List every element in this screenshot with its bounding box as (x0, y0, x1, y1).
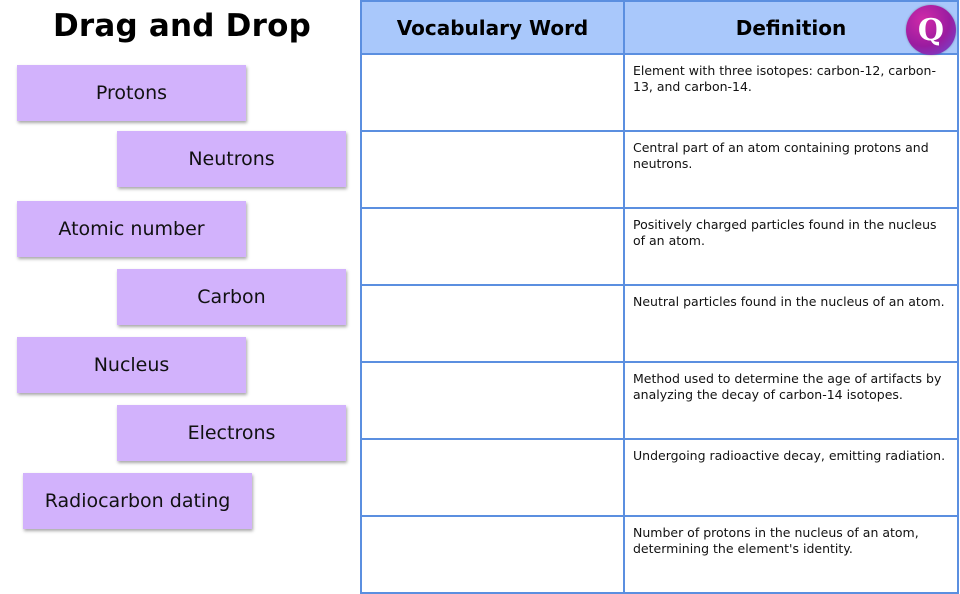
definition-cell: Positively charged particles found in the nucleus of an atom. (624, 208, 958, 285)
vocabulary-table (360, 0, 959, 594)
table-row (361, 208, 958, 285)
table-row (361, 131, 958, 208)
drag-card-electrons[interactable]: Electrons (117, 405, 346, 461)
header-vocabulary-word: Vocabulary Word (361, 1, 624, 54)
quiz-logo-icon: Q (906, 5, 956, 55)
drop-zone[interactable] (361, 208, 624, 285)
header-definition: Definition (624, 1, 958, 54)
drag-card-atomic-number[interactable]: Atomic number (17, 201, 246, 257)
table-row (361, 362, 958, 439)
page-title: Drag and Drop (52, 8, 311, 44)
definition-cell: Number of protons in the nucleus of an atom, determining the element's identity. (624, 516, 958, 593)
definition-cell: Central part of an atom containing protons and neutrons. (624, 131, 958, 208)
definition-cell: Neutral particles found in the nucleus of an atom. (624, 285, 958, 362)
drop-zone[interactable] (361, 285, 624, 362)
definition-cell: Method used to determine the age of artifacts by analyzing the decay of carbon-14 isotopes. (624, 362, 958, 439)
definition-cell: Undergoing radioactive decay, emitting radiation. (624, 439, 958, 516)
drop-zone[interactable] (361, 439, 624, 516)
drag-card-nucleus[interactable]: Nucleus (17, 337, 246, 393)
definition-cell: Element with three isotopes: carbon-12, carbon-13, and carbon-14. (624, 54, 958, 131)
drag-card-radiocarbon-dating[interactable]: Radiocarbon dating (23, 473, 252, 529)
table-header-row (361, 1, 958, 54)
drop-zone[interactable] (361, 131, 624, 208)
drop-zone[interactable] (361, 362, 624, 439)
drag-card-protons[interactable]: Protons (17, 65, 246, 121)
drop-zone[interactable] (361, 516, 624, 593)
drag-card-carbon[interactable]: Carbon (117, 269, 346, 325)
table-row (361, 516, 958, 593)
table-row (361, 285, 958, 362)
table-row (361, 54, 958, 131)
drag-card-neutrons[interactable]: Neutrons (117, 131, 346, 187)
table-row (361, 439, 958, 516)
drop-zone[interactable] (361, 54, 624, 131)
